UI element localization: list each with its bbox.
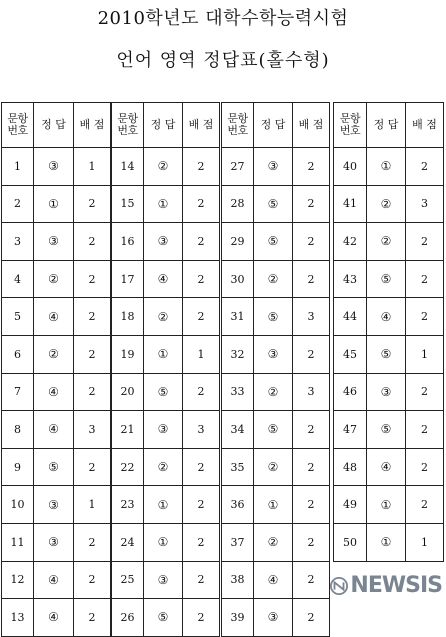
question-number: 3 [2,223,34,261]
table-row [222,298,330,336]
table-row [334,523,444,561]
table-row [222,223,330,261]
table-row [112,148,220,186]
table-row [2,298,111,336]
question-number: 23 [112,486,144,524]
page-subtitle: 언어 영역 정답표(홀수형) [116,50,330,71]
answer-cell: ① [144,523,183,561]
table-header-row [2,103,111,148]
question-number: 24 [112,523,144,561]
question-number: 26 [112,599,144,637]
score-cell: 3 [183,411,220,449]
score-cell: 2 [293,486,330,524]
answer-cell: ② [254,373,293,411]
question-number: 37 [222,523,254,561]
question-number: 35 [222,448,254,486]
table-row [112,523,220,561]
question-number: 21 [112,411,144,449]
score-cell: 2 [406,411,444,449]
column-header-number: 문항 번호 [222,103,254,148]
question-number: 6 [2,335,34,373]
score-cell: 2 [183,185,220,223]
score-cell: 2 [183,448,220,486]
question-number: 42 [334,223,367,261]
answer-cell: ③ [34,148,74,186]
answer-cell: ③ [144,223,183,261]
table-row [2,448,111,486]
score-cell: 3 [293,373,330,411]
table-row [334,373,444,411]
column-header-answer: 정 답 [34,103,74,148]
score-cell: 3 [293,298,330,336]
score-cell: 3 [74,411,111,449]
table-row [2,260,111,298]
newsis-logo-icon [330,577,348,595]
answer-cell: ⑤ [34,448,74,486]
score-cell: 2 [74,185,111,223]
score-cell: 2 [406,260,444,298]
answer-cell: ⑤ [254,185,293,223]
answer-cell: ① [367,486,406,524]
answer-cell: ③ [34,223,74,261]
question-number: 36 [222,486,254,524]
answer-cell: ⑤ [367,260,406,298]
score-cell: 2 [74,448,111,486]
question-number: 45 [334,335,367,373]
column-header-score: 배 점 [406,103,444,148]
newsis-logo-text: NEWSIS [350,573,442,598]
table-row [222,561,330,599]
answer-table-4 [333,102,444,562]
answer-cell: ③ [254,148,293,186]
score-cell: 2 [406,298,444,336]
column-header-score: 배 점 [74,103,111,148]
question-number: 11 [2,523,34,561]
question-number: 44 [334,298,367,336]
score-cell: 2 [74,599,111,637]
answer-table-2 [111,102,220,637]
table-row [2,486,111,524]
question-number: 43 [334,260,367,298]
score-cell: 2 [406,373,444,411]
question-number: 5 [2,298,34,336]
score-cell: 2 [74,373,111,411]
question-number: 16 [112,223,144,261]
table-row [334,223,444,261]
answer-cell: ④ [34,561,74,599]
question-number: 13 [2,599,34,637]
table-row [112,561,220,599]
score-cell: 2 [293,223,330,261]
question-number: 9 [2,448,34,486]
score-cell: 2 [406,148,444,186]
table-row [112,298,220,336]
answer-cell: ⑤ [254,411,293,449]
question-number: 39 [222,599,254,637]
score-cell: 2 [293,148,330,186]
score-cell: 2 [74,335,111,373]
answer-cell: ④ [34,373,74,411]
question-number: 38 [222,561,254,599]
question-number: 47 [334,411,367,449]
table-row [222,599,330,637]
answer-cell: ④ [34,298,74,336]
table-row [2,148,111,186]
score-cell: 2 [183,486,220,524]
answer-cell: ⑤ [367,335,406,373]
column-header-score: 배 점 [293,103,330,148]
answer-cell: ③ [367,373,406,411]
page-title: 2010학년도 대학수학능력시험 [97,8,349,29]
table-header-row [334,103,444,148]
table-row [334,448,444,486]
table-row [222,185,330,223]
question-number: 48 [334,448,367,486]
question-number: 4 [2,260,34,298]
answer-cell: ① [34,185,74,223]
column-header-answer: 정 답 [144,103,183,148]
answer-sheet [0,102,446,625]
table-row [112,373,220,411]
score-cell: 2 [74,223,111,261]
table-row [112,486,220,524]
answer-cell: ② [254,448,293,486]
table-row [334,260,444,298]
score-cell: 2 [293,335,330,373]
answer-cell: ④ [34,599,74,637]
question-number: 41 [334,185,367,223]
score-cell: 2 [183,523,220,561]
table-row [334,411,444,449]
table-row [222,486,330,524]
table-row [2,561,111,599]
answer-cell: ⑤ [144,373,183,411]
score-cell: 1 [74,148,111,186]
table-row [2,523,111,561]
answer-cell: ③ [254,335,293,373]
score-cell: 2 [74,298,111,336]
table-row [334,335,444,373]
answer-cell: ② [254,523,293,561]
question-number: 49 [334,486,367,524]
table-row [2,223,111,261]
question-number: 34 [222,411,254,449]
answer-cell: ① [144,486,183,524]
table-row [334,185,444,223]
answer-cell: ② [254,260,293,298]
table-row [334,298,444,336]
column-header-number: 문항 번호 [334,103,367,148]
question-number: 28 [222,185,254,223]
answer-cell: ⑤ [254,223,293,261]
table-row [2,599,111,637]
table-row [222,373,330,411]
table-row [222,411,330,449]
table-row [112,448,220,486]
table-row [112,411,220,449]
question-number: 1 [2,148,34,186]
answer-cell: ④ [144,260,183,298]
table-row [222,448,330,486]
newsis-watermark [330,573,442,598]
answer-cell: ④ [34,411,74,449]
table-row [112,335,220,373]
answer-cell: ① [367,148,406,186]
answer-cell: ① [144,185,183,223]
table-header-row [112,103,220,148]
table-row [112,599,220,637]
question-number: 40 [334,148,367,186]
score-cell: 2 [74,523,111,561]
question-number: 46 [334,373,367,411]
answer-cell: ② [144,298,183,336]
score-cell: 2 [74,561,111,599]
score-cell: 2 [183,223,220,261]
score-cell: 2 [293,448,330,486]
score-cell: 2 [406,486,444,524]
question-number: 15 [112,185,144,223]
answer-cell: ③ [144,411,183,449]
table-row [334,486,444,524]
question-number: 22 [112,448,144,486]
score-cell: 2 [293,561,330,599]
answer-cell: ③ [34,523,74,561]
score-cell: 2 [183,599,220,637]
question-number: 19 [112,335,144,373]
score-cell: 3 [406,185,444,223]
table-row [112,260,220,298]
score-cell: 2 [293,185,330,223]
score-cell: 2 [183,260,220,298]
answer-cell: ③ [34,486,74,524]
question-number: 2 [2,185,34,223]
score-cell: 2 [406,448,444,486]
column-header-number: 문항 번호 [2,103,34,148]
question-number: 30 [222,260,254,298]
table-row [222,523,330,561]
score-cell: 2 [293,411,330,449]
answer-cell: ① [254,486,293,524]
answer-cell: ④ [367,298,406,336]
question-number: 29 [222,223,254,261]
question-number: 33 [222,373,254,411]
table-row [2,185,111,223]
table-row [222,335,330,373]
table-row [222,260,330,298]
answer-cell: ② [367,223,406,261]
question-number: 18 [112,298,144,336]
score-cell: 2 [293,523,330,561]
score-cell: 1 [406,335,444,373]
score-cell: 2 [293,599,330,637]
table-row [334,148,444,186]
question-number: 25 [112,561,144,599]
score-cell: 2 [293,260,330,298]
score-cell: 2 [183,298,220,336]
answer-cell: ② [144,148,183,186]
answer-cell: ③ [254,599,293,637]
table-header-row [222,103,330,148]
question-number: 31 [222,298,254,336]
column-header-number: 문항 번호 [112,103,144,148]
column-header-score: 배 점 [183,103,220,148]
answer-cell: ④ [254,561,293,599]
score-cell: 1 [183,335,220,373]
question-number: 20 [112,373,144,411]
score-cell: 1 [74,486,111,524]
table-row [112,185,220,223]
score-cell: 2 [183,373,220,411]
question-number: 7 [2,373,34,411]
table-row [2,411,111,449]
answer-cell: ② [367,185,406,223]
answer-cell: ③ [144,561,183,599]
table-row [222,148,330,186]
column-header-answer: 정 답 [254,103,293,148]
answer-cell: ② [34,260,74,298]
answer-cell: ⑤ [367,411,406,449]
question-number: 14 [112,148,144,186]
score-cell: 2 [183,148,220,186]
score-cell: 2 [183,561,220,599]
question-number: 17 [112,260,144,298]
question-number: 32 [222,335,254,373]
score-cell: 2 [406,223,444,261]
table-row [2,335,111,373]
score-cell: 2 [74,260,111,298]
question-number: 8 [2,411,34,449]
table-row [112,223,220,261]
answer-table-3 [221,102,330,637]
answer-cell: ② [34,335,74,373]
column-header-answer: 정 답 [367,103,406,148]
answer-cell: ④ [367,448,406,486]
question-number: 10 [2,486,34,524]
question-number: 12 [2,561,34,599]
answer-cell: ① [144,335,183,373]
question-number: 27 [222,148,254,186]
table-row [2,373,111,411]
answer-cell: ⑤ [144,599,183,637]
score-cell: 1 [406,523,444,561]
question-number: 50 [334,523,367,561]
answer-cell: ① [367,523,406,561]
answer-cell: ⑤ [254,298,293,336]
answer-table-1 [1,102,111,637]
answer-cell: ② [144,448,183,486]
